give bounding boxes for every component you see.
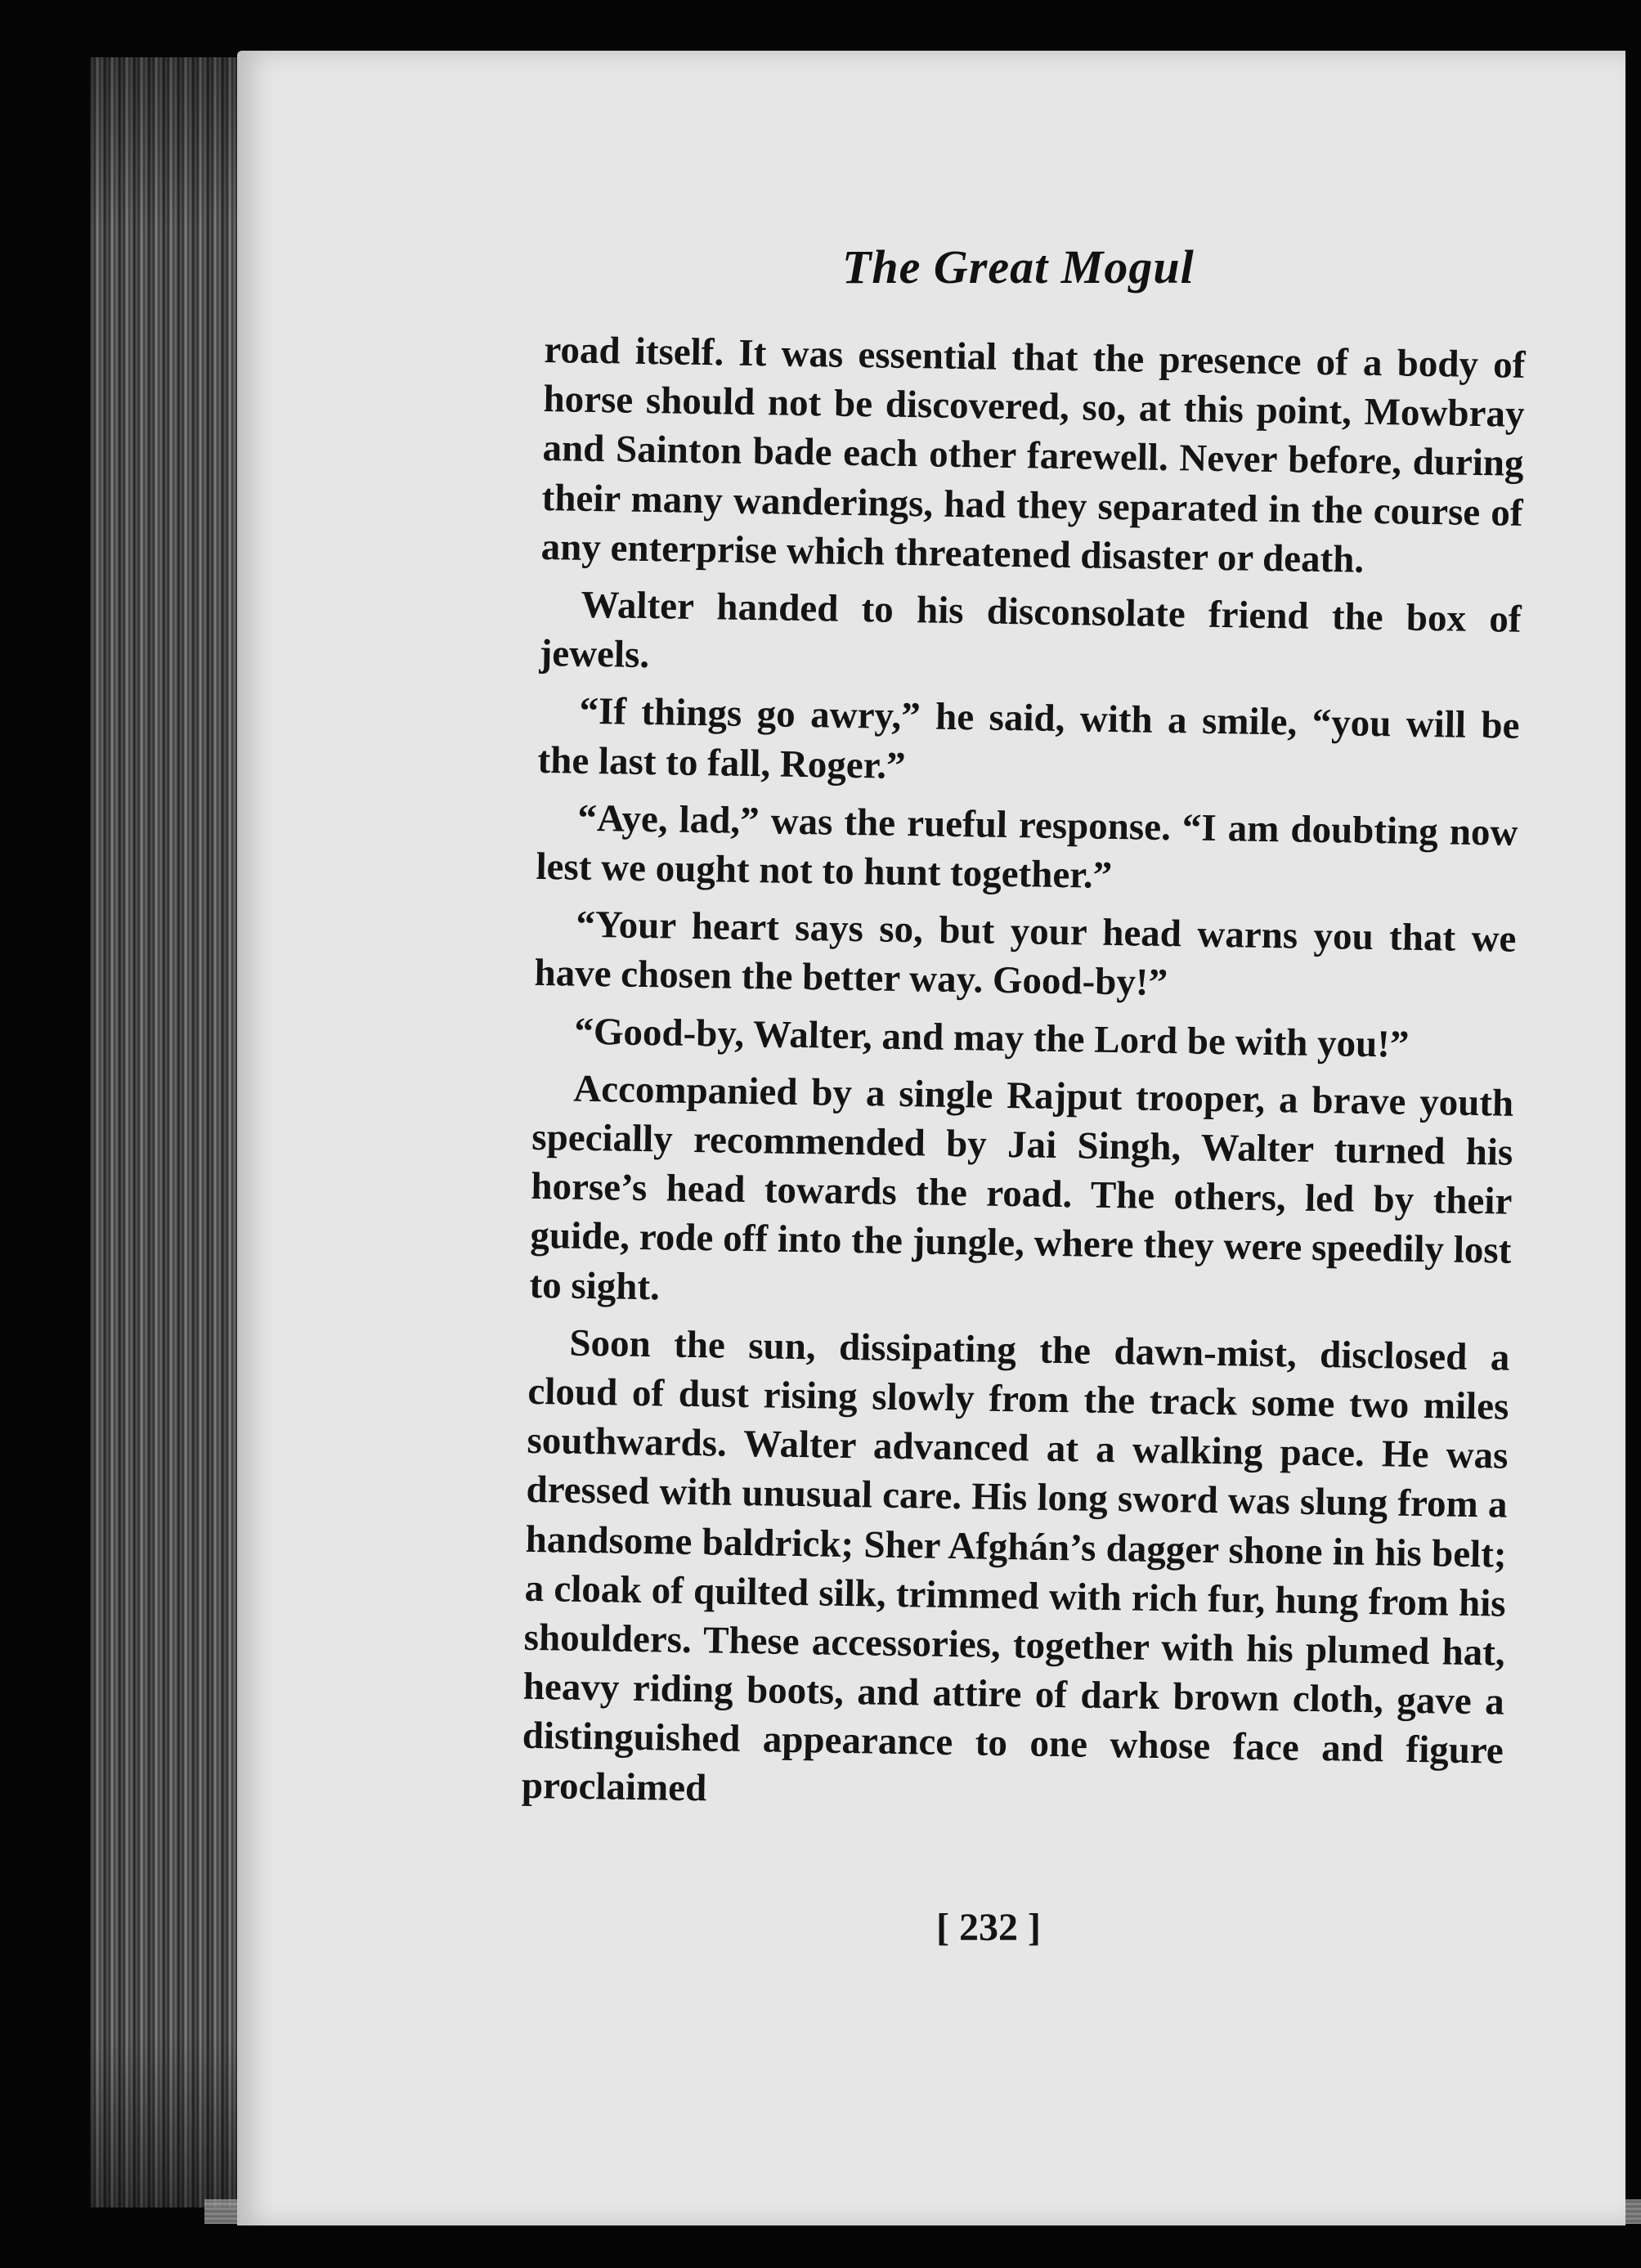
paragraph: Accompanied by a single Rajput trooper, a brave youth specially recommended by Jai Singh, Walter turned his horse’s head towards the road. The others, led by their guide, rode off into the jungle, where they were speedily lost to sight. — [529, 1067, 1514, 1309]
paragraph: “Your heart says so, but your head warns you that we have chosen the better way. Good-by!” — [534, 903, 1517, 1005]
page-number: [ 232 ] — [936, 1906, 1041, 1949]
paragraph: “If things go awry,” he said, with a smile, “you will be the last to fall, Roger.” — [537, 690, 1520, 787]
paragraph: “Aye, lad,” was the rueful response. “I am doubting now lest we ought not to hunt together.” — [536, 796, 1518, 898]
paragraph: “Good-by, Walter, and may the Lord be with you!” — [574, 1010, 1410, 1066]
paragraph: road itself. It was essential that the presence of a body of horse should not be discovered, so, at this point, Mowbray and Sainton bade each other farewell. Never before, during their many wanderings, had they separated in the course of any enterprise which threatened disaster or death. — [540, 328, 1526, 581]
paragraph: Walter handed to his disconsolate friend the box of jewels. — [539, 583, 1522, 677]
running-head: The Great Mogul — [842, 240, 1195, 294]
paragraph: Soon the sun, dissipating the dawn-mist, disclosed a cloud of dust rising slowly from the track some two miles southwards. Walter advanced at a walking pace. He was dressed with unusual care. His long sword was slung from a handsome baldrick; Sher Afghán’s dagger shone in his belt; a cloak of quilted silk, trimmed with rich fur, hung from his shoulders. These accessories, together with his plumed hat, heavy riding boots, and attire of dark brown cloth, gave a distinguished appearance to one whose face and figure proclaimed — [521, 1321, 1510, 1810]
body-text — [521, 325, 1525, 1826]
